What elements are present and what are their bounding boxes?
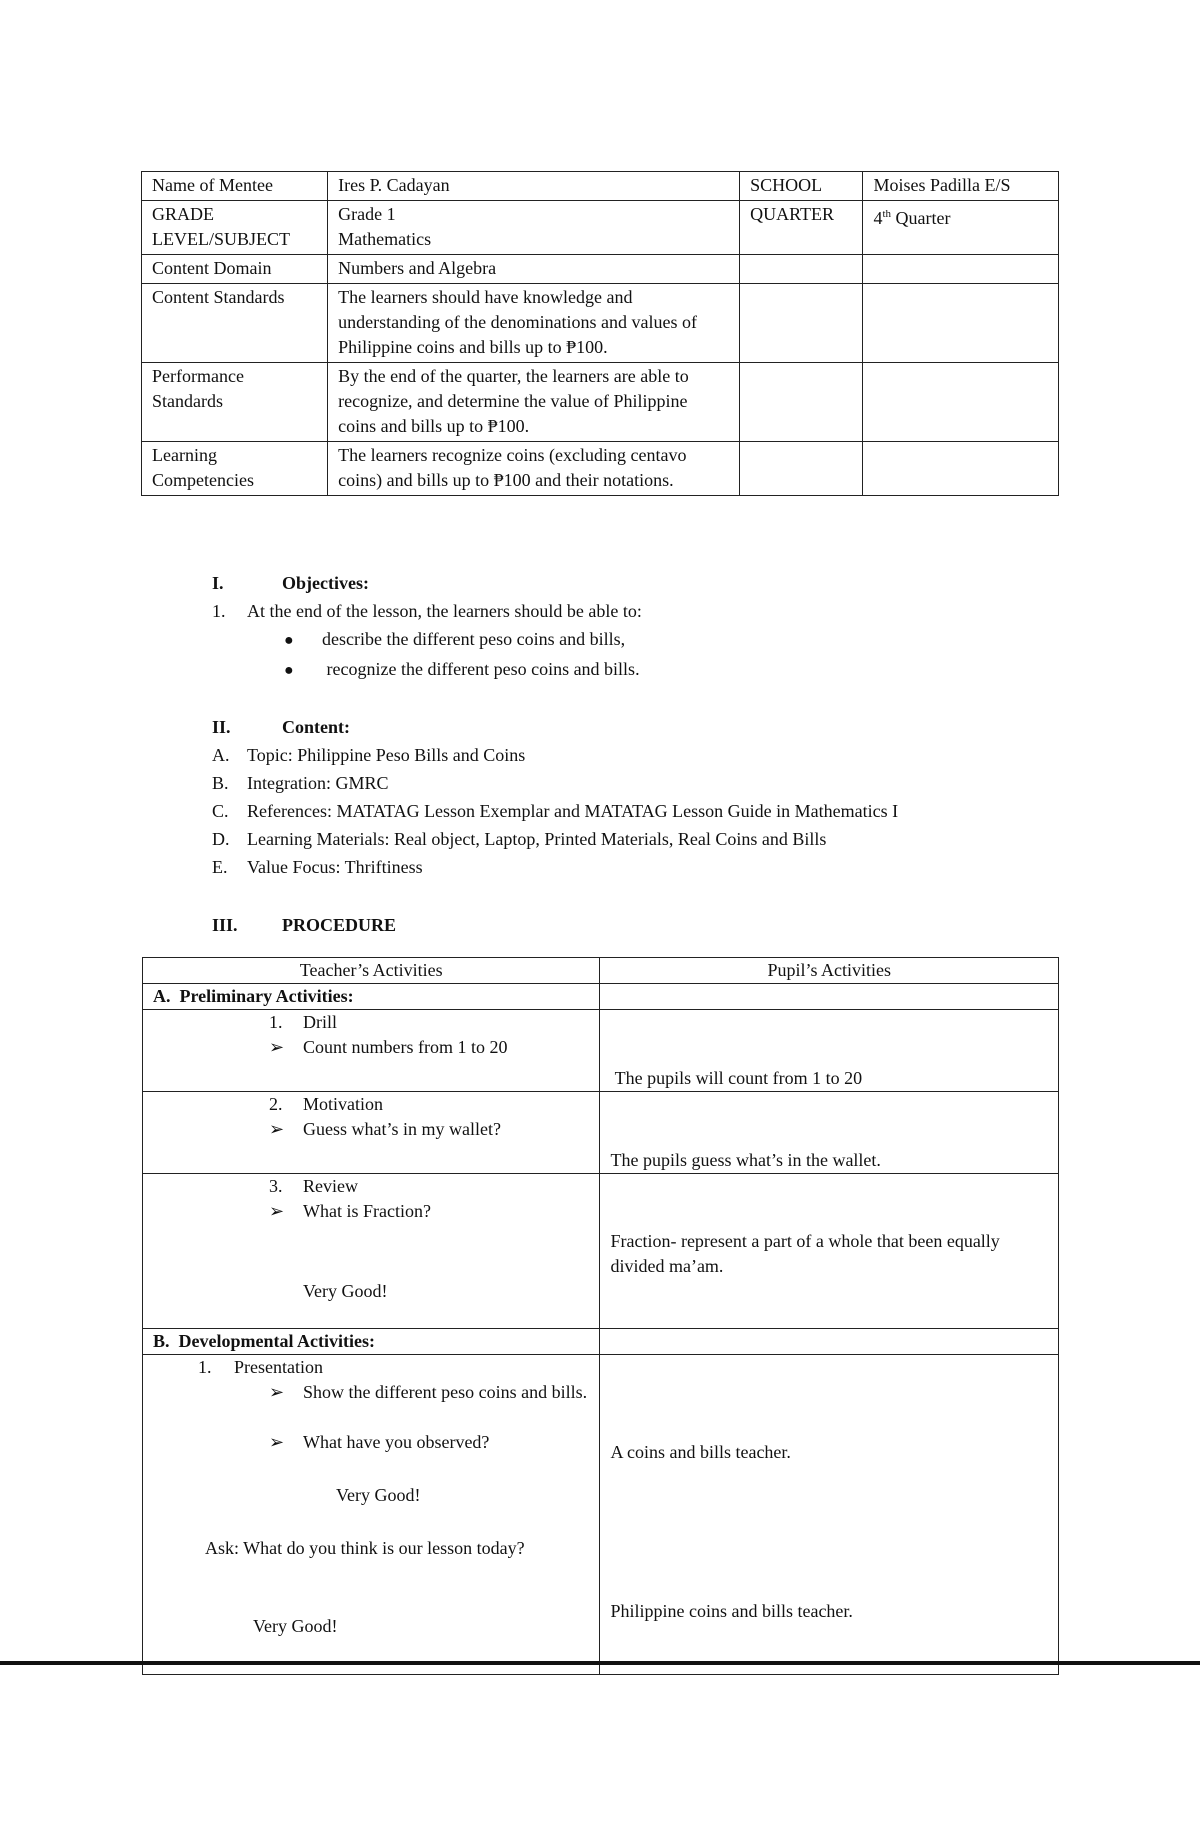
empty-cell xyxy=(863,442,1059,496)
arrow-bullet-icon: ➢ xyxy=(269,1119,285,1139)
bullet-icon: ● xyxy=(284,632,294,649)
presentation-cell: 1. Presentation ➢ Show the different peso coins and bills. ➢ What have you observed? Very Good! Ask: What do you think is our lesson today? Very Good! xyxy=(143,1355,600,1675)
quarter-label: QUARTER xyxy=(740,201,863,255)
content-heading: II. Content: xyxy=(212,717,350,737)
table-row xyxy=(143,1329,1059,1355)
grade-label: GRADE LEVEL/SUBJECT xyxy=(142,201,328,255)
table-row xyxy=(142,284,1059,363)
list-item: ● recognize the different peso coins and bills. xyxy=(212,657,642,687)
table-row xyxy=(143,1092,1059,1174)
motivation-cell: 2. Motivation ➢ Guess what’s in my wallet? xyxy=(143,1092,600,1174)
empty-cell xyxy=(740,442,863,496)
list-item: C. References: MATATAG Lesson Exemplar and MATATAG Lesson Guide in Mathematics I xyxy=(212,801,899,821)
table-row xyxy=(143,1355,1059,1675)
content-standards-label: Content Standards xyxy=(142,284,328,363)
list-item: E. Value Focus: Thriftiness xyxy=(212,857,423,877)
learning-competencies-value: The learners recognize coins (excluding centavo coins) and bills up to ₱100 and their notations. xyxy=(328,442,740,496)
empty-cell xyxy=(600,984,1059,1010)
mentee-value: Ires P. Cadayan xyxy=(328,172,740,201)
table-row xyxy=(142,363,1059,442)
teacher-activities-header: Teacher’s Activities xyxy=(143,958,600,984)
arrow-bullet-icon: ➢ xyxy=(269,1382,285,1402)
table-row xyxy=(142,201,1059,255)
table-row xyxy=(142,255,1059,284)
review-cell: 3. Review ➢ What is Fraction? Very Good! xyxy=(143,1174,600,1329)
drill-cell: 1. Drill ➢ Count numbers from 1 to 20 xyxy=(143,1010,600,1092)
empty-cell xyxy=(600,1329,1059,1355)
mentee-label: Name of Mentee xyxy=(142,172,328,201)
arrow-bullet-icon: ➢ xyxy=(269,1432,285,1452)
empty-cell xyxy=(740,255,863,284)
empty-cell xyxy=(863,255,1059,284)
content-domain-label: Content Domain xyxy=(142,255,328,284)
performance-standards-value: By the end of the quarter, the learners are able to recognize, and determine the value of Philippine coins and bills up to ₱100. xyxy=(328,363,740,442)
review-response: Fraction- represent a part of a whole that been equally divided ma’am. xyxy=(600,1174,1059,1329)
school-value: Moises Padilla E/S xyxy=(863,172,1059,201)
empty-cell xyxy=(740,363,863,442)
pupil-activities-header: Pupil’s Activities xyxy=(600,958,1059,984)
list-item: D. Learning Materials: Real object, Laptop, Printed Materials, Real Coins and Bills xyxy=(212,829,827,849)
procedure-table xyxy=(142,957,1059,1675)
developmental-activities-heading: B. Developmental Activities: xyxy=(143,1329,600,1355)
list-item: ● describe the different peso coins and bills, xyxy=(212,627,642,657)
bullet-icon: ● xyxy=(284,662,294,679)
content-standards-value: The learners should have knowledge and understanding of the denominations and values of Philippine coins and bills up to ₱100. xyxy=(328,284,740,363)
preliminary-activities-heading: A. Preliminary Activities: xyxy=(143,984,600,1010)
objective-intro: 1. At the end of the lesson, the learners should be able to: xyxy=(212,601,642,621)
empty-cell xyxy=(740,284,863,363)
empty-cell xyxy=(863,284,1059,363)
objectives-section xyxy=(212,571,642,687)
performance-standards-label: Performance Standards xyxy=(142,363,328,442)
motivation-response: The pupils guess what’s in the wallet. xyxy=(600,1092,1059,1174)
table-header-row xyxy=(143,958,1059,984)
grade-value: Grade 1 Mathematics xyxy=(328,201,740,255)
objectives-heading: I. Objectives: xyxy=(212,573,369,593)
content-domain-value: Numbers and Algebra xyxy=(328,255,740,284)
arrow-bullet-icon: ➢ xyxy=(269,1201,285,1221)
content-section xyxy=(212,715,898,883)
arrow-bullet-icon: ➢ xyxy=(269,1037,285,1057)
table-row xyxy=(142,172,1059,201)
table-row xyxy=(143,1174,1059,1329)
presentation-response: A coins and bills teacher. Philippine coins and bills teacher. xyxy=(600,1355,1059,1675)
list-item: A. Topic: Philippine Peso Bills and Coins xyxy=(212,745,526,765)
procedure-heading: III. PROCEDURE xyxy=(212,915,397,935)
learning-competencies-label: Learning Competencies xyxy=(142,442,328,496)
drill-response: The pupils will count from 1 to 20 xyxy=(600,1010,1059,1092)
school-label: SCHOOL xyxy=(740,172,863,201)
page-break-line xyxy=(0,1661,1200,1665)
empty-cell xyxy=(863,363,1059,442)
table-row xyxy=(142,442,1059,496)
list-item: B. Integration: GMRC xyxy=(212,773,389,793)
lesson-info-table xyxy=(141,171,1059,496)
quarter-value: 4th Quarter xyxy=(863,201,1059,255)
table-row xyxy=(143,1010,1059,1092)
table-row xyxy=(143,984,1059,1010)
